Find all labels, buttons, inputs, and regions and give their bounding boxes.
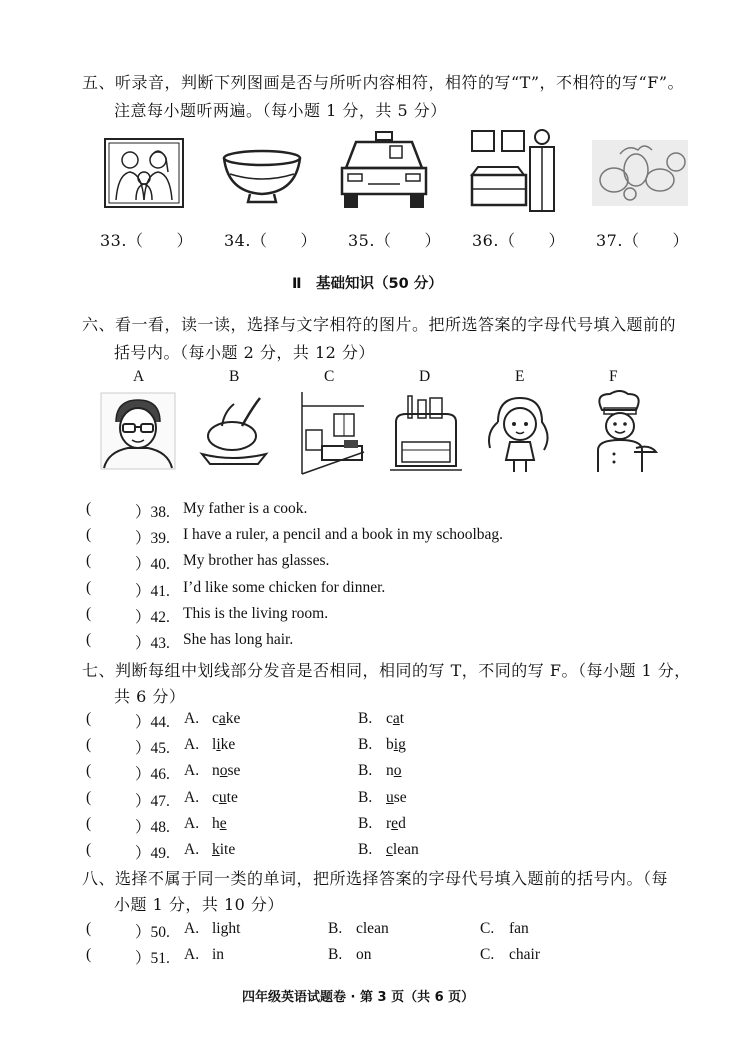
page-footer: 四年级英语试题卷 · 第 3 页（共 6 页） [242,990,475,1005]
bracket-open[interactable]: ( [86,736,92,753]
bracket-open[interactable]: ( [86,946,92,963]
man-with-glasses-icon [100,392,176,470]
option-a-word-49: kite [212,841,236,858]
question-number-39: ）39. [135,530,170,547]
question-number-44: ）44. [135,714,170,731]
bracket-open[interactable]: ( [86,789,92,806]
option-b-label: B. [358,762,373,779]
question-number-38: ）38. [135,504,170,521]
option-a-label: A. [184,841,200,858]
option-b-label: B. [358,736,373,753]
answer-slot-33[interactable]: 33.（ ） [100,231,193,250]
option-b-label: B. [358,841,373,858]
section8-instruction-line1: 八、选择不属于同一类的单词，把所选择答案的字母代号填入题前的括号内。（每 [82,869,669,888]
option-a-label: A. [184,736,200,753]
bracket-open[interactable]: ( [86,579,92,596]
section7-instruction-line1: 七、判断每组中划线部分发音是否相同，相同的写 T，不同的写 F。（每小题 1 分， [82,661,691,680]
option-a-word-46: nose [212,762,241,779]
option-b-label: B. [358,815,373,832]
option-c-label: C. [480,920,495,937]
option-c-word-50: fan [509,920,529,937]
option-a-label: A. [184,815,200,832]
question-number-43: ）43. [135,635,170,652]
question-number-48: ）48. [135,819,170,836]
bowl-icon [220,148,304,206]
section6-instruction-line1: 六、看一看，读一读，选择与文字相符的图片。把所选答案的字母代号填入题前的 [82,315,677,334]
option-a-word-51: in [212,946,225,963]
picture-letter-d: D [419,368,431,385]
girl-long-hair-icon [482,392,554,474]
question-number-40: ）40. [135,556,170,573]
option-c-label: C. [480,946,495,963]
taxi-icon [338,130,430,212]
question-text-41: I’d like some chicken for dinner. [183,579,386,596]
option-a-word-47: cute [212,789,238,806]
option-a-word-50: light [212,920,241,937]
option-a-word-44: cake [212,710,241,727]
question-number-42: ）42. [135,609,170,626]
question-text-43: She has long hair. [183,631,294,648]
option-b-word-46: no [386,762,402,779]
bracket-open[interactable]: ( [86,552,92,569]
answer-slot-35[interactable]: 35.（ ） [348,231,441,250]
question-text-42: This is the living room. [183,605,329,622]
bracket-open[interactable]: ( [86,500,92,517]
question-text-40: My brother has glasses. [183,552,330,569]
option-b-word-48: red [386,815,406,832]
picture-letter-e: E [515,368,525,385]
option-b-label: B. [328,946,343,963]
question-number-46: ）46. [135,766,170,783]
option-a-label: A. [184,710,200,727]
option-b-word-50: clean [356,920,389,937]
question-number-41: ）41. [135,583,170,600]
question-number-47: ）47. [135,793,170,810]
cook-icon [580,390,660,474]
option-b-word-49: clean [386,841,419,858]
option-a-label: A. [184,946,200,963]
section5-instruction-line1: 五、听录音，判断下列图画是否与所听内容相符，相符的写“T”，不相符的写“F”。 [82,73,684,92]
bracket-open[interactable]: ( [86,710,92,727]
question-text-38: My father is a cook. [183,500,308,517]
picture-letter-f: F [609,368,618,385]
question-number-45: ）45. [135,740,170,757]
option-b-word-44: cat [386,710,405,727]
answer-slot-34[interactable]: 34.（ ） [224,231,317,250]
option-b-word-45: big [386,736,406,753]
question-text-39: I have a ruler, a pencil and a book in my schoolbag. [183,526,504,543]
bracket-open[interactable]: ( [86,920,92,937]
bracket-open[interactable]: ( [86,526,92,543]
bracket-open[interactable]: ( [86,605,92,622]
question-number-49: ）49. [135,845,170,862]
option-b-label: B. [328,920,343,937]
bedroom-icon [470,127,556,213]
option-c-word-51: chair [509,946,540,963]
answer-slot-36[interactable]: 36.（ ） [472,231,565,250]
living-room-icon [292,390,368,476]
part2-header: Ⅱ 基础知识（50 分） [292,276,443,292]
option-b-word-51: on [356,946,372,963]
option-b-label: B. [358,789,373,806]
question-number-50: ）50. [135,924,170,941]
section8-instruction-line2: 小题 1 分，共 10 分） [114,895,284,914]
family-photo-icon [104,138,184,208]
bracket-open[interactable]: ( [86,841,92,858]
option-a-label: A. [184,789,200,806]
schoolbag-icon [388,394,464,474]
section5-instruction-line2: 注意每小题听两遍。（每小题 1 分，共 5 分） [114,101,447,120]
answer-slot-37[interactable]: 37.（ ） [596,231,689,250]
vegetables-icon [592,140,688,206]
option-b-word-47: use [386,789,407,806]
section6-instruction-line2: 括号内。（每小题 2 分，共 12 分） [114,343,375,362]
bracket-open[interactable]: ( [86,815,92,832]
picture-letter-a: A [133,368,145,385]
bracket-open[interactable]: ( [86,762,92,779]
option-b-label: B. [358,710,373,727]
picture-letter-c: C [324,368,335,385]
roast-chicken-icon [198,392,270,472]
option-a-word-48: he [212,815,227,832]
picture-letter-b: B [229,368,240,385]
option-a-label: A. [184,920,200,937]
option-a-word-45: like [212,736,236,753]
option-a-label: A. [184,762,200,779]
question-number-51: ）51. [135,950,170,967]
bracket-open[interactable]: ( [86,631,92,648]
section7-instruction-line2: 共 6 分） [114,687,186,706]
